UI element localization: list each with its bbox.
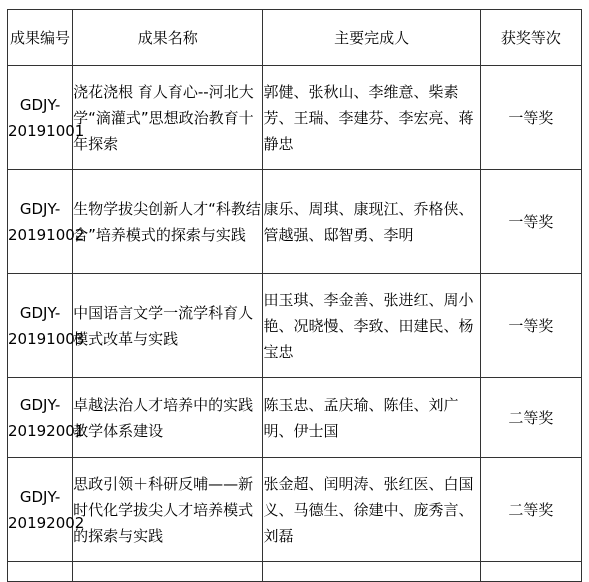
main-authors: 陈玉忠、孟庆瑜、陈佳、刘广明、伊士国 (263, 378, 480, 458)
award-level: 一等奖 (480, 66, 581, 170)
achievement-id (8, 274, 85, 378)
award-level: 一等奖 (480, 274, 581, 378)
achievement-id-prefix: GDJY- (19, 95, 61, 114)
achievement-name: 思政引领＋科研反哺——新时代化学拔尖人才培养模式的探索与实践 (73, 458, 263, 562)
table-row (8, 458, 582, 562)
main-authors: 康乐、周琪、康现江、乔格侠、管越强、邸智勇、李明 (263, 170, 480, 274)
table-row (8, 378, 582, 458)
header-id: 成果编号 (8, 10, 73, 66)
achievement-name: 卓越法治人才培养中的实践教学体系建设 (73, 378, 263, 458)
achievement-id (8, 458, 85, 562)
achievement-id-prefix: GDJY- (19, 487, 61, 506)
empty-cell (73, 562, 263, 582)
header-award: 获奖等次 (480, 10, 581, 66)
main-authors: 张金超、闰明涛、张红医、白国义、马德生、徐建中、庞秀言、刘磊 (263, 458, 480, 562)
empty-cell (480, 562, 581, 582)
awards-table (7, 9, 582, 582)
achievement-id (8, 170, 85, 274)
main-authors: 田玉琪、李金善、张进红、周小艳、况晓慢、李致、田建民、杨宝忠 (263, 274, 480, 378)
achievement-id (8, 378, 85, 458)
award-level: 一等奖 (480, 170, 581, 274)
table-row (8, 66, 582, 170)
table-row (8, 274, 582, 378)
empty-cell (263, 562, 480, 582)
achievement-name: 中国语言文学一流学科育人模式改革与实践 (73, 274, 263, 378)
main-authors: 郭健、张秋山、李维意、柴素芳、王瑞、李建芬、李宏亮、蒋静忠 (263, 66, 480, 170)
achievement-id-number: 20192001 (8, 421, 85, 440)
header-authors: 主要完成人 (263, 10, 480, 66)
achievement-name: 生物学拔尖创新人才“科教结合”培养模式的探索与实践 (73, 170, 263, 274)
achievement-id-number: 20191003 (8, 329, 85, 348)
achievement-id-number: 20191001 (8, 121, 85, 140)
header-name: 成果名称 (73, 10, 263, 66)
achievement-id-number: 20191002 (8, 225, 85, 244)
achievement-id-number: 20192002 (8, 513, 85, 532)
empty-cell (8, 562, 73, 582)
achievement-id (8, 66, 85, 170)
achievement-name: 浇花浇根 育人育心--河北大学“滴灌式”思想政治教育十年探索 (73, 66, 263, 170)
achievement-id-prefix: GDJY- (19, 395, 61, 414)
header-row (8, 10, 582, 66)
table-row-partial (8, 562, 582, 582)
table-row (8, 170, 582, 274)
award-level: 二等奖 (480, 458, 581, 562)
achievement-id-prefix: GDJY- (19, 303, 61, 322)
achievement-id-prefix: GDJY- (19, 199, 61, 218)
award-level: 二等奖 (480, 378, 581, 458)
